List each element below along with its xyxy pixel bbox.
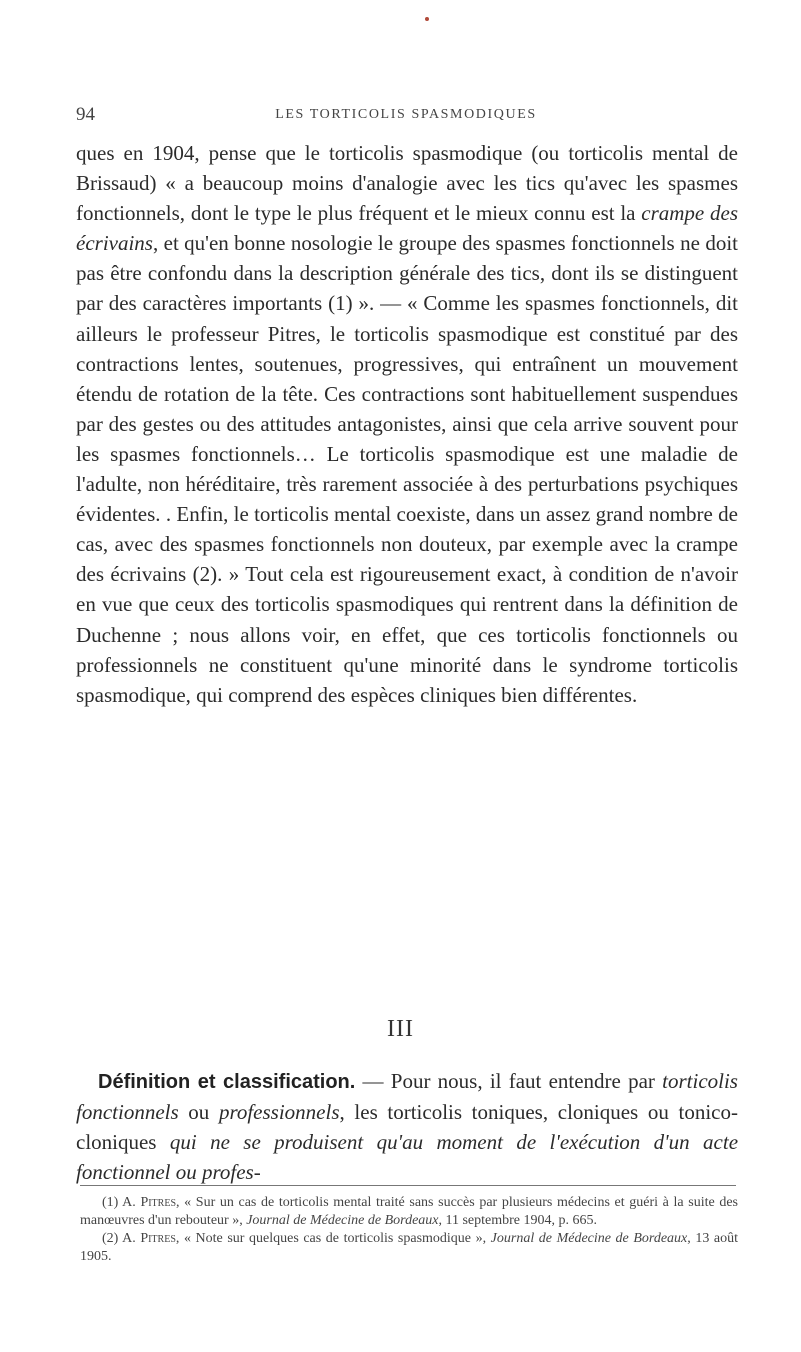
body-text-segment: , les torticolis toniques, cloniques ou tonico-cloniques [76,1100,738,1155]
page-number: 94 [76,104,95,125]
body-text-italic: torticolis fonctionnels [76,1069,738,1125]
print-mark [425,17,429,21]
footnote-author: Pitres [140,1195,177,1210]
footnote-marker: (1) A. [102,1195,141,1210]
footnote-author: Pitres [140,1231,176,1246]
running-title: LES TORTICOLIS SPASMODIQUES [275,107,537,122]
body-text-segment: ou [178,1100,219,1125]
body-paragraph [76,138,738,710]
footnotes [80,1194,738,1266]
footnote-marker: (2) A. [102,1231,141,1246]
footnote-2 [80,1230,738,1266]
footnote-1 [80,1194,738,1230]
footnote-text: , « Note sur quelques cas de torticolis spasmodique », [175,1231,491,1246]
page-header [76,104,736,128]
definition-paragraph [76,1066,738,1187]
footnote-text: , 13 août 1905. [80,1231,739,1264]
subsection-heading: Définition et classification. [98,1071,356,1093]
body-text-italic: crampe des écrivains [76,201,738,256]
body-text-italic: professionnels [218,1100,340,1125]
footnote-journal: Journal de Médecine de Bordeaux [490,1231,688,1246]
body-text-segment: , et qu'en bonne nosologie le groupe des spasmes fonctionnels ne doit pas être confondu dans la description générale des tics, dont ils se distinguent par des caractères importants (1) ». — « Comme les spasmes fonctionnels, dit ailleurs le professeur Pitres, le torticolis spasmodique est constitué par des contractions lentes, soutenues, progressives, qui entraînent un mouvement étendu de rotation de la tête. Ces contractions sont habituellement suspendues par des gestes ou des attitudes antagonistes, ainsi que cela arrive souvent pour les spasmes fonctionnels… Le torticolis spasmodique est une maladie de l'adulte, non héréditaire, très rarement associée à des perturbations psychiques évidentes. . Enfin, le torticolis mental coexiste, dans un assez grand nombre de cas, avec des spasmes fonctionnels non douteux, par exemple avec la crampe des écrivains (2). » Tout cela est rigoureusement exact, à condition de n'avoir en vue que ceux des torticolis spasmodiques qui rentrent dans la définition de Duchenne ; nous allons voir, en effet, que ces torticolis fonctionnels ou professionnels ne constituent qu'une minorité dans le syndrome torticolis spasmodique, qui comprend des espèces cliniques bien différentes. [76,231,738,707]
footnote-text: , 11 septembre 1904, p. 665. [438,1213,598,1228]
footnote-text: , « Sur un cas de torticolis mental traité sans succès par plusieurs médecins et guéri à la suite des manœuvres d'un rebouteur », [80,1195,738,1228]
body-text-italic: qui ne se produisent qu'au moment de l'exécution d'un acte fonctionnel ou profes- [76,1130,739,1185]
footnote-divider [80,1185,736,1186]
body-text-segment: ques en 1904, pense que le torticolis spasmodique (ou torticolis mental de Brissaud) « a beaucoup moins d'analogie avec les tics qu'avec les spasmes fonctionnels, dont le type le plus fréquent et le mieux connu est la [76,141,738,226]
body-text-segment: — Pour nous, il faut entendre par [355,1069,663,1093]
section-numeral: III [387,1016,414,1042]
footnote-journal: Journal de Médecine de Bordeaux [246,1213,439,1228]
